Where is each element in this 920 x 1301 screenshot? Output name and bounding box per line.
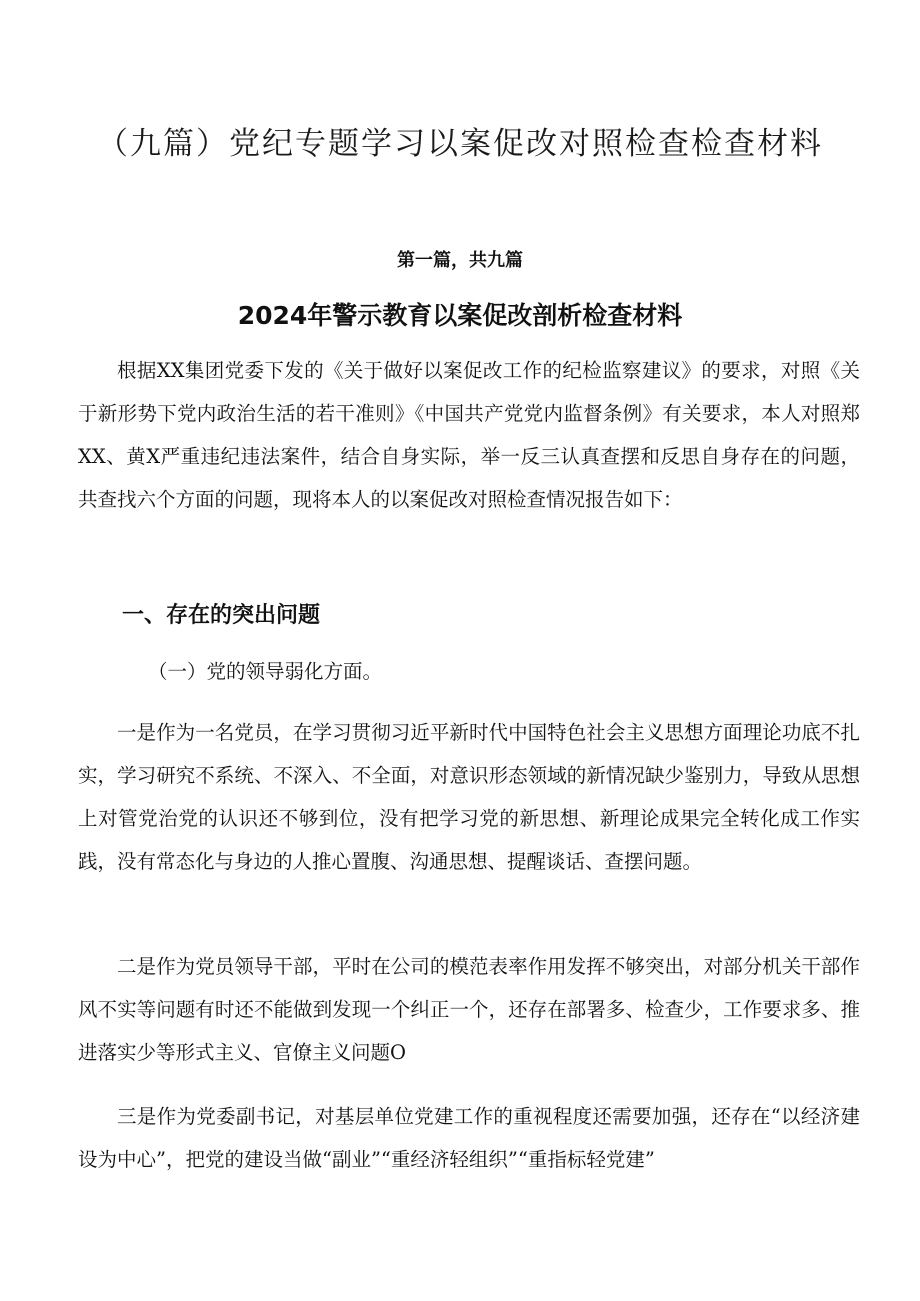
section-heading: 一、存在的突出问题 (122, 603, 321, 628)
intro-paragraph: 根据XX集团党委下发的《关于做好以案促改工作的纪检监察建议》的要求，对照《关于新形势下党内政治生活的若干准则》《中国共产党党内监督条例》有关要求，本人对照郑XX、黄X严重违纪违法案件，结合自身实际，举一反三认真查摆和反思自身存在的问题，共查找六个方面的问题，现将本人的以案促改对照检查情况报告如下： (78, 359, 860, 511)
paragraph-point-three: 三是作为党委副书记，对基层单位党建工作的重视程度还需要加强，还存在“以经济建设为中心”，把党的建设当做“副业”“重经济轻组织”“重指标轻党建” (78, 1105, 860, 1171)
document-title: 2024年警示教育以案促改剖析检查材料 (237, 301, 683, 330)
part-label: 第一篇，共九篇 (397, 250, 523, 271)
sub-heading: （一）党的领导弱化方面。 (148, 660, 383, 683)
main-title: （九篇）党纪专题学习以案促改对照检查检查材料 (97, 126, 823, 162)
paragraph-point-two: 二是作为党员领导干部，平时在公司的模范表率作用发挥不够突出，对部分机关干部作风不实等问题有时还不能做到发现一个纠正一个，还存在部署多、检查少，工作要求多、推进落实少等形式主义、官僚主义问题O (78, 955, 860, 1064)
paragraph-point-one: 一是作为一名党员，在学习贯彻习近平新时代中国特色社会主义思想方面理论功底不扎实，学习研究不系统、不深入、不全面，对意识形态领域的新情况缺少鉴别力，导致从思想上对管党治党的认识还不够到位，没有把学习党的新思想、新理论成果完全转化成工作实践，没有常态化与身边的人推心置腹、沟通思想、提醒谈话、查摆问题。 (78, 721, 860, 873)
